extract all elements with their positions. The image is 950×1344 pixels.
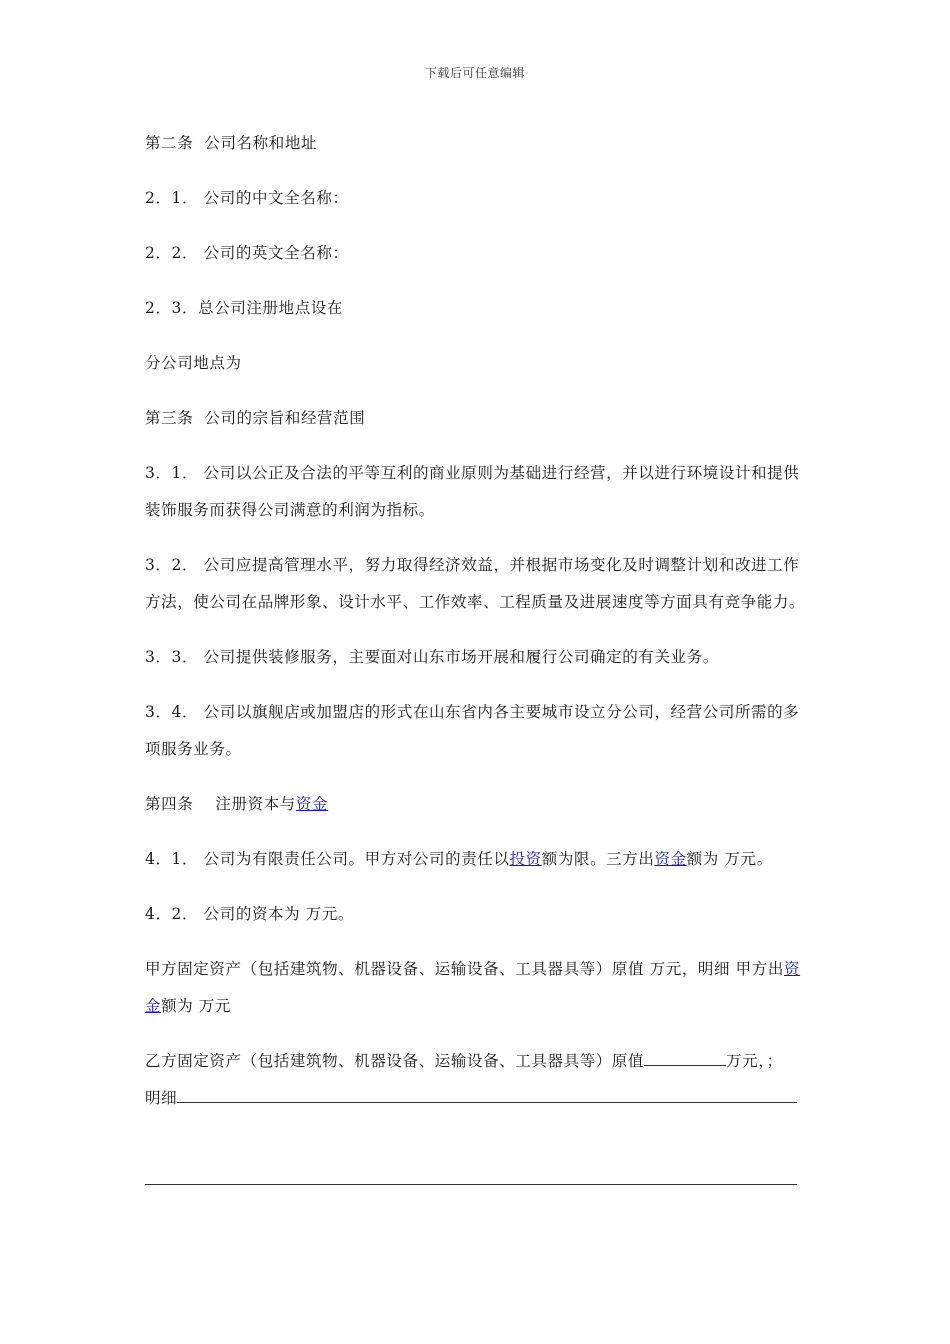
clause-4-1-text-c: 额为 万元。 xyxy=(686,850,773,868)
clause-3-3: 3．3． 公司提供装修服务，主要面对山东市场开展和履行公司确定的有关业务。 xyxy=(145,648,719,666)
article-3-title: 第三条 公司的宗旨和经营范围 xyxy=(145,409,366,427)
article-2-title: 第二条 公司名称和地址 xyxy=(145,134,318,152)
funds-link[interactable]: 资金 xyxy=(295,795,329,813)
party-b-details-label: 明细 xyxy=(145,1089,178,1107)
funds-link[interactable]: 资金 xyxy=(654,850,687,868)
value-blank-line xyxy=(644,1049,726,1066)
party-a-assets xyxy=(145,951,810,1025)
page-header: 下载后可任意编辑 xyxy=(424,66,525,80)
party-a-assets-text-a: 甲方固定资产（包括建筑物、机器设备、运输设备、工具器具等）原值 万元，明细 甲方出 xyxy=(145,960,784,978)
clause-4-1-text-b: 额为限。三方出 xyxy=(541,850,655,868)
details-blank-line-2 xyxy=(145,1184,797,1185)
investment-link[interactable]: 投资 xyxy=(509,850,542,868)
party-b-assets-text-b: 万元，； xyxy=(726,1052,783,1070)
party-a-assets-text-b: 额为 万元 xyxy=(161,997,232,1015)
article-4-title-text: 第四条 注册资本与 xyxy=(145,795,296,813)
clause-3-1: 3．1． 公司以公正及合法的平等互利的商业原则为基础进行经营，并以进行环境设计和提供装饰服务而获得公司满意的利润为指标。 xyxy=(145,464,800,519)
party-b-assets-text-a: 乙方固定资产（包括建筑物、机器设备、运输设备、工具器具等）原值 xyxy=(145,1052,645,1070)
party-b-assets xyxy=(145,1043,810,1117)
article-4-title xyxy=(145,786,810,823)
clause-4-1-text-a: 4．1． 公司为有限责任公司。甲方对公司的责任以 xyxy=(145,850,510,868)
clause-4-1 xyxy=(145,841,810,878)
clause-4-2: 4．2． 公司的资本为 万元。 xyxy=(145,905,355,923)
clause-2-3: 2．3．总公司注册地点设在 xyxy=(145,299,344,317)
branch-address: 分公司地点为 xyxy=(145,354,242,372)
clause-3-2: 3．2． 公司应提高管理水平，努力取得经济效益，并根据市场变化及时调整计划和改进工作方法，使公司在品牌形象、设计水平、工作效率、工程质量及进展速度等方面具有竞争能力。 xyxy=(145,556,806,611)
document-body xyxy=(145,125,810,1135)
clause-3-4: 3．4． 公司以旗舰店或加盟店的形式在山东省内各主要城市设立分公司，经营公司所需的多项服务业务。 xyxy=(145,703,800,758)
clause-2-1: 2．1． 公司的中文全名称： xyxy=(145,189,349,207)
clause-2-2: 2．2． 公司的英文全名称： xyxy=(145,244,349,262)
details-blank-line xyxy=(177,1086,797,1103)
funds-link[interactable]: 资金 xyxy=(145,960,801,1015)
